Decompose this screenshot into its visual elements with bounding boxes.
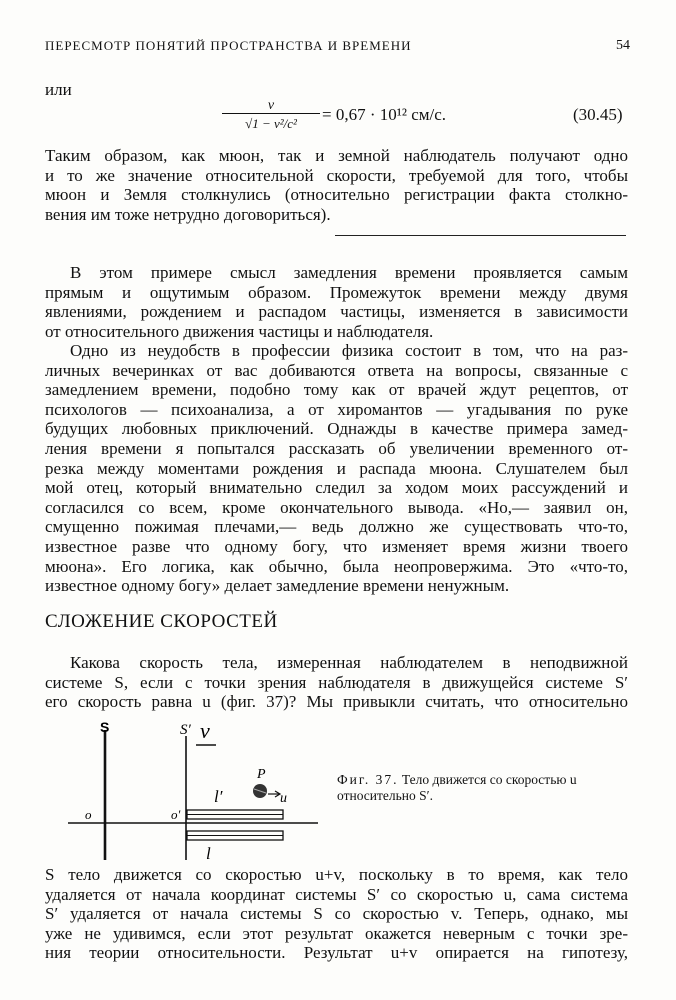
figure-caption xyxy=(337,772,632,804)
text-line: ния теории относительности. Результат u+v опирается на гипотезу, xyxy=(45,943,628,963)
fraction-bar xyxy=(222,113,320,114)
equation-denominator: √1 − v²/c² xyxy=(245,116,297,131)
text-line: его скорость равна u (фиг. 37)? Мы привыкли считать, что относительно xyxy=(45,692,628,712)
label-l: l xyxy=(206,844,211,863)
paragraph-5 xyxy=(45,865,628,963)
text-line: уже не удивимся, если этот результат окажется неверным с точки зре- xyxy=(45,923,628,943)
label-s-prime: S′ xyxy=(180,722,191,738)
text-line: явлениями, рождением и распадом частицы, изменяется в зависимости xyxy=(45,302,628,322)
equation-rhs: = 0,67 · 10¹² см/с. xyxy=(322,105,447,124)
label-p: P xyxy=(257,767,266,782)
caption-text: Тело движется со скоростью u относительно S′. xyxy=(337,772,577,803)
text-line: В этом примере смысл замедления времени проявляется самым xyxy=(70,263,628,282)
running-title: ПЕРЕСМОТР ПОНЯТИЙ ПРОСТРАНСТВА И ВРЕМЕНИ xyxy=(45,38,412,53)
text-line: вения им тоже нетрудно договориться). xyxy=(45,204,331,224)
text-line: удаляется от начала координат системы S′ со скоростью u, сама система xyxy=(45,884,628,904)
text-line: от относительного движения частицы и наблюдателя. xyxy=(45,321,434,341)
text-line: Какова скорость тела, измеренная наблюдателем в неподвижной xyxy=(70,653,628,672)
page-number: 54 xyxy=(616,38,630,53)
text-line: Таким образом, как мюон, так и земной наблюдатель получают одно xyxy=(45,146,628,165)
equation-fraction xyxy=(222,98,320,132)
section-title: СЛОЖЕНИЕ СКОРОСТЕЙ xyxy=(45,611,278,632)
text-line: мой отец, который внимательно следил за ходом моих рассуждений и xyxy=(45,478,628,498)
text-line: мюон и Земля столкнулись (относительно регистрации факта столкно- xyxy=(45,185,628,205)
equation-number: (30.45) xyxy=(573,105,623,124)
text-line: S′ удаляется от начала системы S со скоростью v. Теперь, однако, мы xyxy=(45,904,628,924)
text-line: известное одному богу» делает замедление времени ненужным. xyxy=(45,576,510,596)
text-line: мюона». Его логика, как обычно, была неопровержима. Это «что-то, xyxy=(45,556,628,576)
text-line: Одно из неудобств в профессии физика состоит в том, что на раз- xyxy=(70,341,628,360)
running-header xyxy=(45,38,630,56)
pre-equation-word: или xyxy=(45,80,72,99)
text-line: будущих любовных приключений. Однажды в качестве примера замед- xyxy=(45,419,628,439)
label-o: o xyxy=(85,807,92,822)
equation-numerator: v xyxy=(267,98,275,113)
paragraph-3 xyxy=(45,341,628,596)
text-line: резка между моментами рождения и распада мюона. Слушателем был xyxy=(45,458,628,478)
label-v: v xyxy=(200,718,210,743)
label-l-prime: l′ xyxy=(214,787,223,806)
text-line: S тело движется со скоростью u+v, поскольку в то время, как тело xyxy=(45,865,628,884)
text-line: известное разве что одному богу, что изменяет время жизни твоего xyxy=(45,536,628,556)
caption-prefix: Фиг. 37. xyxy=(337,772,399,787)
text-line: согласился со всем, кроме окончательного вывода. «Но,— заявил он, xyxy=(45,497,628,517)
label-s: S xyxy=(100,719,110,735)
figure-37 xyxy=(60,712,330,864)
text-line: ления времени я попытался рассказать об увеличении временного от- xyxy=(45,438,628,458)
label-u: u xyxy=(280,791,287,806)
text-line: и то же значение относительной скорости, требуемой для того, чтобы xyxy=(45,165,628,185)
paragraph-1 xyxy=(45,146,628,224)
text-line: прямым и ощутимым образом. Промежуток времени между двумя xyxy=(45,282,628,302)
paragraph-4 xyxy=(45,653,628,712)
text-line: личных вечеринках от вас добиваются ответа на вопросы, связанные с xyxy=(45,360,628,380)
text-line: смущенно пожимая плечами,— ведь должно же существовать что-то, xyxy=(45,517,628,537)
text-line: системе S, если с точки зрения наблюдателя в движущейся системе S′ xyxy=(45,672,628,692)
paragraph-2 xyxy=(45,263,628,341)
label-o-prime: o′ xyxy=(171,807,181,822)
section-divider xyxy=(335,235,626,236)
text-line: замедлением времени, подобно тому как от врачей ждут рецептов, от xyxy=(45,380,628,400)
text-line: психологов — психоанализа, а от хиромантов — угадывания по руке xyxy=(45,399,628,419)
